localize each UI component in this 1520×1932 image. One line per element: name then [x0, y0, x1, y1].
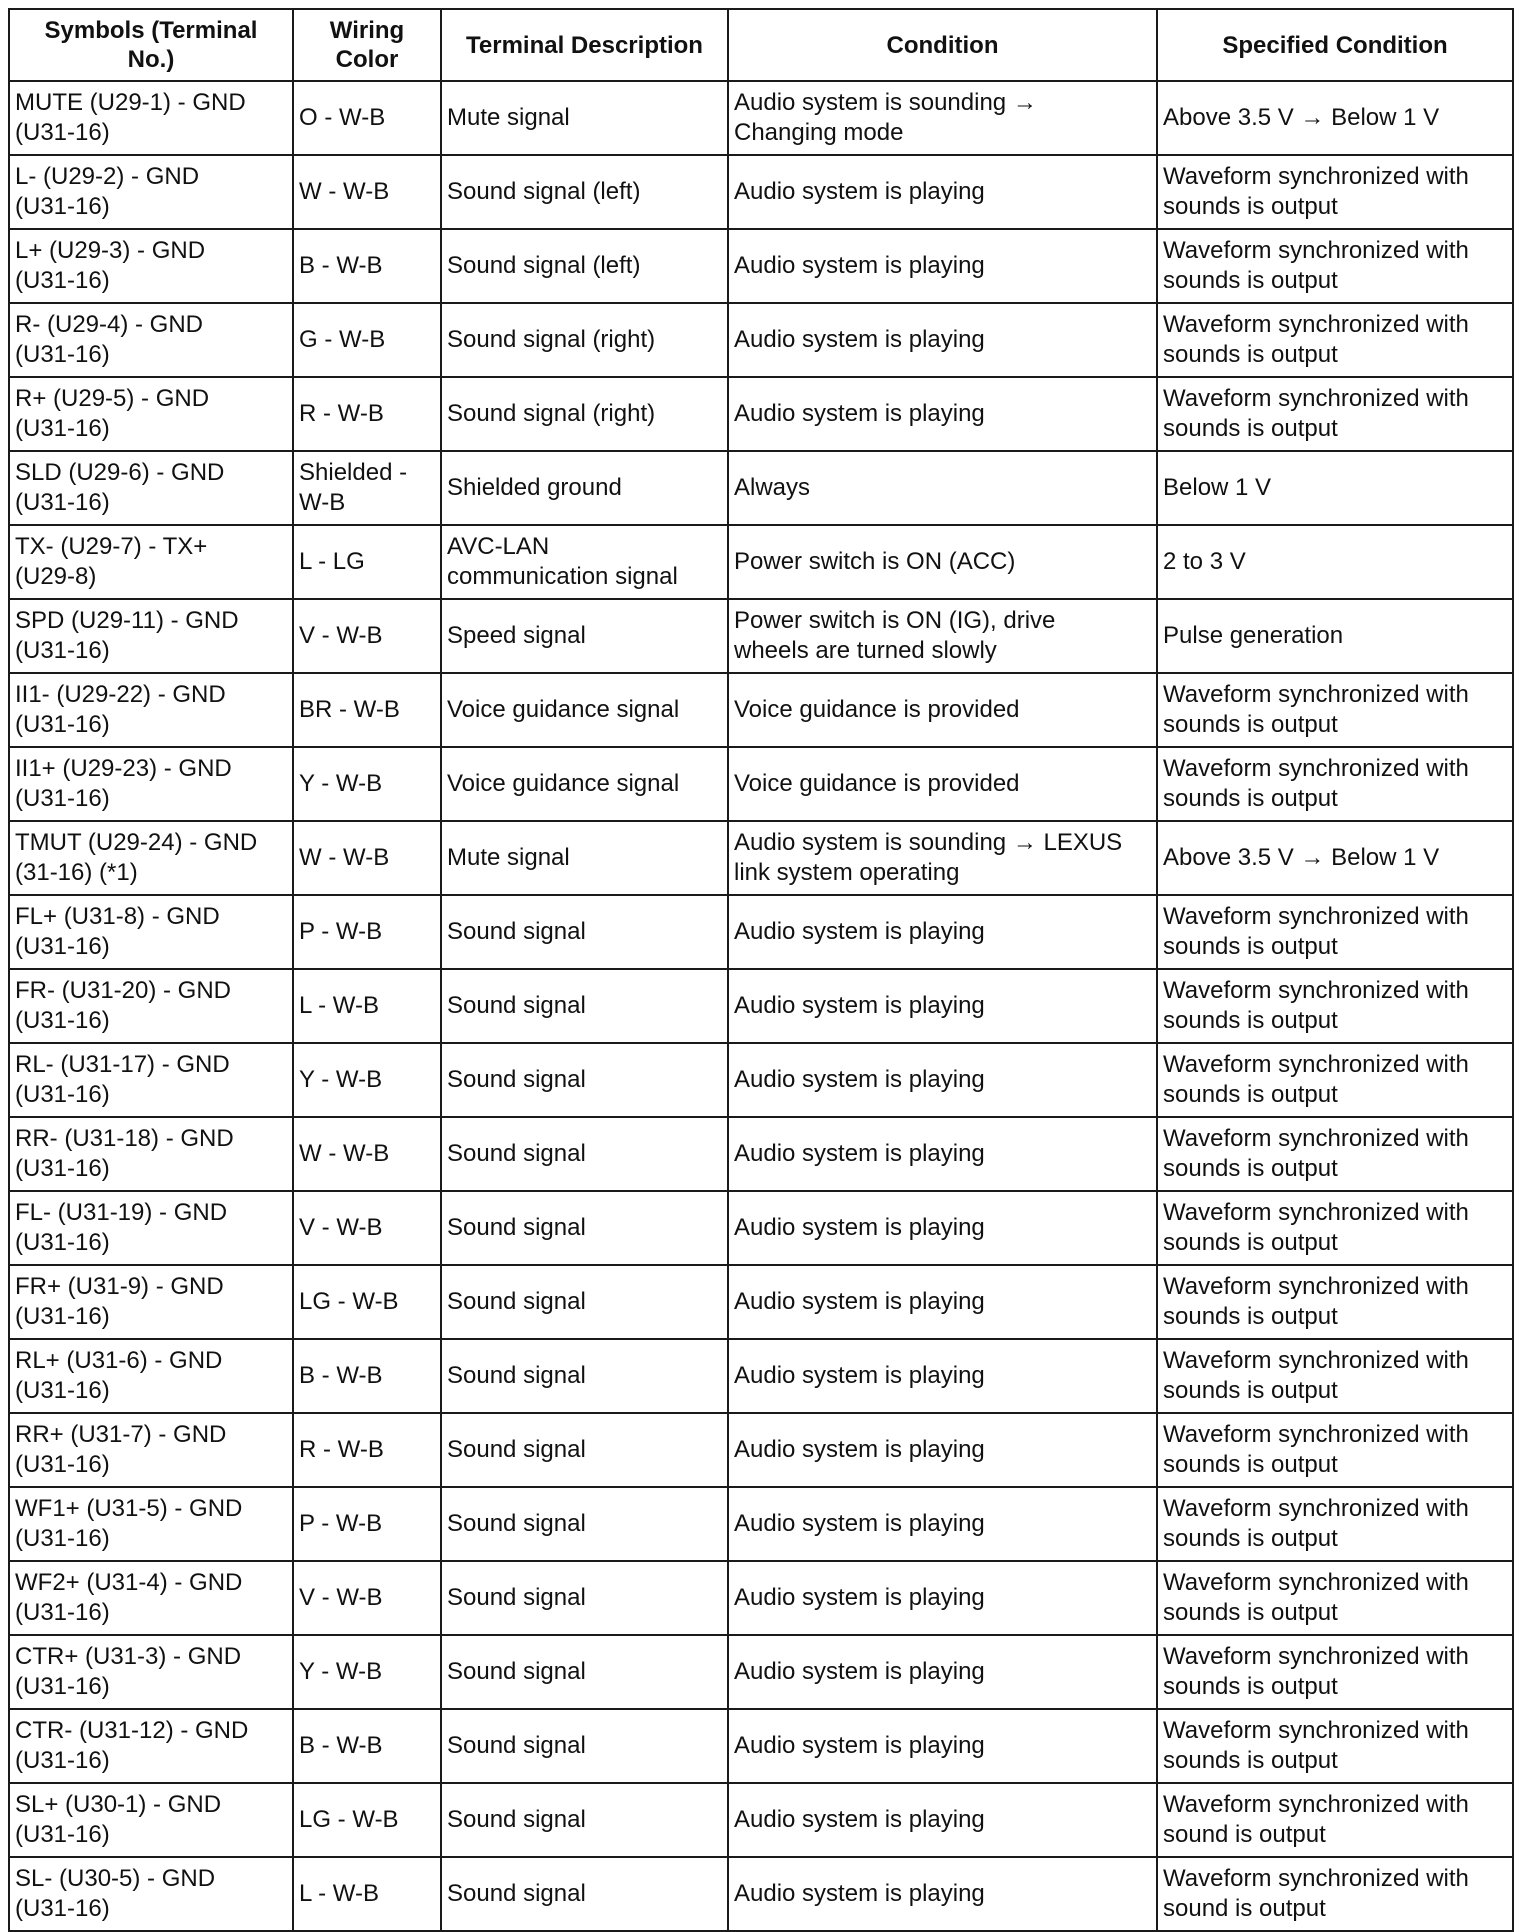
- table-row: [9, 81, 1513, 155]
- cell-wiring-color: L - LG: [293, 525, 441, 599]
- header-row: [9, 9, 1513, 81]
- cell-wiring-color: P - W-B: [293, 1487, 441, 1561]
- cell-symbols: RL- (U31-17) - GND (U31-16): [9, 1043, 293, 1117]
- cell-specified-condition: Waveform synchronized with sounds is output: [1157, 747, 1513, 821]
- cell-condition: Always: [728, 451, 1157, 525]
- cell-wiring-color: P - W-B: [293, 895, 441, 969]
- cell-condition: Audio system is playing: [728, 1635, 1157, 1709]
- table-header: [9, 9, 1513, 81]
- cell-condition: Audio system is playing: [728, 1413, 1157, 1487]
- header-terminal-description: Terminal Description: [441, 9, 728, 81]
- cell-condition: Audio system is playing: [728, 377, 1157, 451]
- cell-symbols: R+ (U29-5) - GND (U31-16): [9, 377, 293, 451]
- cell-symbols: TMUT (U29-24) - GND (31-16) (*1): [9, 821, 293, 895]
- cell-wiring-color: B - W-B: [293, 1709, 441, 1783]
- cell-terminal-description: Sound signal (right): [441, 377, 728, 451]
- cell-specified-condition: Waveform synchronized with sounds is output: [1157, 1339, 1513, 1413]
- cell-terminal-description: AVC-LAN communication signal: [441, 525, 728, 599]
- table-row: [9, 525, 1513, 599]
- cell-symbols: RR- (U31-18) - GND (U31-16): [9, 1117, 293, 1191]
- cell-condition: Audio system is playing: [728, 1709, 1157, 1783]
- cell-terminal-description: Mute signal: [441, 81, 728, 155]
- cell-condition: Audio system is sounding → Changing mode: [728, 81, 1157, 155]
- cell-symbols: SL- (U30-5) - GND (U31-16): [9, 1857, 293, 1931]
- table-body: [9, 81, 1513, 1931]
- cell-condition: Audio system is playing: [728, 303, 1157, 377]
- table-row: [9, 1339, 1513, 1413]
- table-row: [9, 1783, 1513, 1857]
- cell-wiring-color: Y - W-B: [293, 747, 441, 821]
- cell-symbols: II1- (U29-22) - GND (U31-16): [9, 673, 293, 747]
- cell-symbols: WF1+ (U31-5) - GND (U31-16): [9, 1487, 293, 1561]
- cell-specified-condition: Waveform synchronized with sounds is output: [1157, 377, 1513, 451]
- cell-specified-condition: Waveform synchronized with sounds is output: [1157, 969, 1513, 1043]
- cell-symbols: WF2+ (U31-4) - GND (U31-16): [9, 1561, 293, 1635]
- cell-condition: Audio system is playing: [728, 1339, 1157, 1413]
- cell-condition: Voice guidance is provided: [728, 747, 1157, 821]
- cell-condition: Audio system is playing: [728, 895, 1157, 969]
- cell-condition: Audio system is playing: [728, 1487, 1157, 1561]
- cell-symbols: CTR+ (U31-3) - GND (U31-16): [9, 1635, 293, 1709]
- cell-wiring-color: B - W-B: [293, 1339, 441, 1413]
- cell-terminal-description: Mute signal: [441, 821, 728, 895]
- terminal-table-container: [8, 8, 1512, 1932]
- cell-wiring-color: R - W-B: [293, 1413, 441, 1487]
- cell-terminal-description: Sound signal: [441, 1043, 728, 1117]
- cell-wiring-color: LG - W-B: [293, 1783, 441, 1857]
- cell-terminal-description: Sound signal: [441, 1117, 728, 1191]
- cell-specified-condition: Waveform synchronized with sounds is output: [1157, 1561, 1513, 1635]
- cell-condition: Audio system is playing: [728, 229, 1157, 303]
- cell-symbols: L- (U29-2) - GND (U31-16): [9, 155, 293, 229]
- table-row: [9, 1857, 1513, 1931]
- table-row: [9, 451, 1513, 525]
- cell-condition: Audio system is playing: [728, 1117, 1157, 1191]
- header-symbols: Symbols (Terminal No.): [9, 9, 293, 81]
- table-row: [9, 895, 1513, 969]
- cell-wiring-color: Shielded - W-B: [293, 451, 441, 525]
- cell-condition: Power switch is ON (IG), drive wheels are turned slowly: [728, 599, 1157, 673]
- cell-terminal-description: Sound signal: [441, 1635, 728, 1709]
- cell-condition: Audio system is playing: [728, 1265, 1157, 1339]
- cell-specified-condition: Waveform synchronized with sounds is output: [1157, 1709, 1513, 1783]
- cell-specified-condition: Waveform synchronized with sound is output: [1157, 1857, 1513, 1931]
- cell-specified-condition: Waveform synchronized with sounds is output: [1157, 1413, 1513, 1487]
- cell-wiring-color: O - W-B: [293, 81, 441, 155]
- cell-symbols: II1+ (U29-23) - GND (U31-16): [9, 747, 293, 821]
- cell-symbols: FL- (U31-19) - GND (U31-16): [9, 1191, 293, 1265]
- table-row: [9, 599, 1513, 673]
- cell-specified-condition: Waveform synchronized with sounds is output: [1157, 229, 1513, 303]
- table-row: [9, 821, 1513, 895]
- table-row: [9, 747, 1513, 821]
- header-condition: Condition: [728, 9, 1157, 81]
- cell-terminal-description: Sound signal: [441, 1487, 728, 1561]
- cell-symbols: R- (U29-4) - GND (U31-16): [9, 303, 293, 377]
- cell-symbols: SL+ (U30-1) - GND (U31-16): [9, 1783, 293, 1857]
- table-row: [9, 1265, 1513, 1339]
- cell-condition: Audio system is playing: [728, 1857, 1157, 1931]
- cell-symbols: RL+ (U31-6) - GND (U31-16): [9, 1339, 293, 1413]
- cell-symbols: FR- (U31-20) - GND (U31-16): [9, 969, 293, 1043]
- cell-wiring-color: B - W-B: [293, 229, 441, 303]
- cell-symbols: MUTE (U29-1) - GND (U31-16): [9, 81, 293, 155]
- cell-specified-condition: Waveform synchronized with sounds is output: [1157, 1635, 1513, 1709]
- cell-specified-condition: Waveform synchronized with sounds is output: [1157, 673, 1513, 747]
- cell-specified-condition: Waveform synchronized with sounds is output: [1157, 1043, 1513, 1117]
- cell-condition: Audio system is sounding → LEXUS link system operating: [728, 821, 1157, 895]
- cell-terminal-description: Sound signal: [441, 1413, 728, 1487]
- cell-terminal-description: Sound signal: [441, 1561, 728, 1635]
- cell-wiring-color: R - W-B: [293, 377, 441, 451]
- table-row: [9, 969, 1513, 1043]
- cell-symbols: SLD (U29-6) - GND (U31-16): [9, 451, 293, 525]
- cell-terminal-description: Sound signal (left): [441, 229, 728, 303]
- cell-terminal-description: Sound signal (right): [441, 303, 728, 377]
- table-row: [9, 155, 1513, 229]
- cell-specified-condition: Below 1 V: [1157, 451, 1513, 525]
- cell-terminal-description: Sound signal: [441, 969, 728, 1043]
- cell-terminal-description: Voice guidance signal: [441, 747, 728, 821]
- cell-terminal-description: Sound signal: [441, 1339, 728, 1413]
- cell-terminal-description: Shielded ground: [441, 451, 728, 525]
- cell-specified-condition: Waveform synchronized with sounds is output: [1157, 1191, 1513, 1265]
- cell-specified-condition: Above 3.5 V → Below 1 V: [1157, 821, 1513, 895]
- table-row: [9, 1709, 1513, 1783]
- header-wiring-color: Wiring Color: [293, 9, 441, 81]
- cell-wiring-color: L - W-B: [293, 1857, 441, 1931]
- cell-condition: Power switch is ON (ACC): [728, 525, 1157, 599]
- cell-specified-condition: Pulse generation: [1157, 599, 1513, 673]
- cell-symbols: CTR- (U31-12) - GND (U31-16): [9, 1709, 293, 1783]
- cell-condition: Audio system is playing: [728, 1783, 1157, 1857]
- cell-symbols: SPD (U29-11) - GND (U31-16): [9, 599, 293, 673]
- cell-symbols: RR+ (U31-7) - GND (U31-16): [9, 1413, 293, 1487]
- table-row: [9, 1117, 1513, 1191]
- cell-terminal-description: Sound signal: [441, 895, 728, 969]
- cell-specified-condition: Waveform synchronized with sound is output: [1157, 1783, 1513, 1857]
- cell-terminal-description: Sound signal: [441, 1191, 728, 1265]
- table-row: [9, 1413, 1513, 1487]
- table-row: [9, 229, 1513, 303]
- cell-condition: Audio system is playing: [728, 155, 1157, 229]
- table-row: [9, 1561, 1513, 1635]
- cell-wiring-color: W - W-B: [293, 821, 441, 895]
- cell-specified-condition: Waveform synchronized with sounds is output: [1157, 303, 1513, 377]
- cell-symbols: L+ (U29-3) - GND (U31-16): [9, 229, 293, 303]
- cell-terminal-description: Sound signal (left): [441, 155, 728, 229]
- cell-wiring-color: V - W-B: [293, 1561, 441, 1635]
- cell-wiring-color: G - W-B: [293, 303, 441, 377]
- header-specified-condition: Specified Condition: [1157, 9, 1513, 81]
- table-row: [9, 1635, 1513, 1709]
- cell-terminal-description: Sound signal: [441, 1709, 728, 1783]
- cell-terminal-description: Sound signal: [441, 1783, 728, 1857]
- cell-symbols: FR+ (U31-9) - GND (U31-16): [9, 1265, 293, 1339]
- cell-symbols: FL+ (U31-8) - GND (U31-16): [9, 895, 293, 969]
- cell-specified-condition: Waveform synchronized with sounds is output: [1157, 895, 1513, 969]
- cell-condition: Voice guidance is provided: [728, 673, 1157, 747]
- cell-condition: Audio system is playing: [728, 1043, 1157, 1117]
- cell-wiring-color: W - W-B: [293, 1117, 441, 1191]
- cell-condition: Audio system is playing: [728, 969, 1157, 1043]
- cell-wiring-color: BR - W-B: [293, 673, 441, 747]
- table-row: [9, 1043, 1513, 1117]
- cell-specified-condition: Waveform synchronized with sounds is output: [1157, 1487, 1513, 1561]
- cell-terminal-description: Speed signal: [441, 599, 728, 673]
- terminal-specification-table: [8, 8, 1514, 1932]
- cell-terminal-description: Sound signal: [441, 1265, 728, 1339]
- cell-specified-condition: Waveform synchronized with sounds is output: [1157, 155, 1513, 229]
- table-row: [9, 1191, 1513, 1265]
- cell-symbols: TX- (U29-7) - TX+ (U29-8): [9, 525, 293, 599]
- cell-wiring-color: V - W-B: [293, 599, 441, 673]
- cell-wiring-color: Y - W-B: [293, 1043, 441, 1117]
- cell-condition: Audio system is playing: [728, 1561, 1157, 1635]
- cell-specified-condition: Waveform synchronized with sounds is output: [1157, 1265, 1513, 1339]
- table-row: [9, 1487, 1513, 1561]
- cell-wiring-color: LG - W-B: [293, 1265, 441, 1339]
- cell-specified-condition: 2 to 3 V: [1157, 525, 1513, 599]
- cell-wiring-color: Y - W-B: [293, 1635, 441, 1709]
- cell-wiring-color: V - W-B: [293, 1191, 441, 1265]
- cell-terminal-description: Voice guidance signal: [441, 673, 728, 747]
- table-row: [9, 673, 1513, 747]
- cell-specified-condition: Waveform synchronized with sounds is output: [1157, 1117, 1513, 1191]
- cell-wiring-color: W - W-B: [293, 155, 441, 229]
- cell-wiring-color: L - W-B: [293, 969, 441, 1043]
- cell-condition: Audio system is playing: [728, 1191, 1157, 1265]
- table-row: [9, 377, 1513, 451]
- table-row: [9, 303, 1513, 377]
- cell-terminal-description: Sound signal: [441, 1857, 728, 1931]
- cell-specified-condition: Above 3.5 V → Below 1 V: [1157, 81, 1513, 155]
